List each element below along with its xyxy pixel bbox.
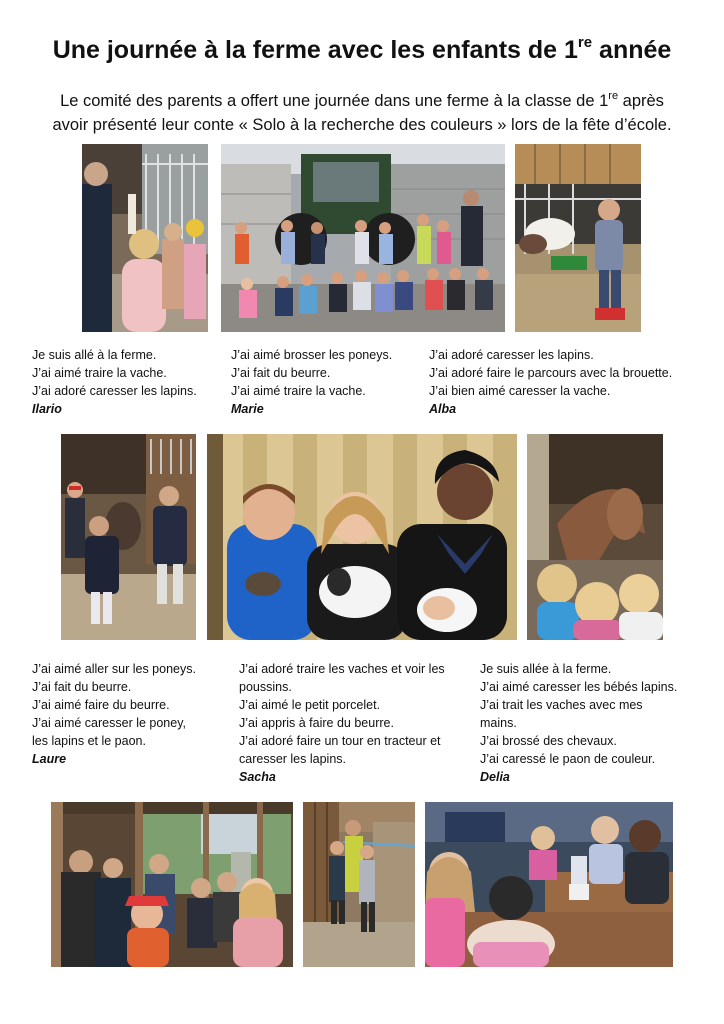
author-name: Alba <box>429 402 457 416</box>
photo-children-with-horse <box>527 434 663 640</box>
photo-children-with-pony <box>61 434 196 640</box>
testimonial-marie: J’ai aimé brosser les poneys. J’ai fait du beurre. J’ai aimé traire la vache. Marie <box>231 348 393 416</box>
page-title: Une journée à la ferme avec les enfants de 1re année <box>52 34 672 64</box>
testimonial-laure: J’ai aimé aller sur les poneys. J’ai fait du beurre. J’ai aimé faire du beurre. J’ai aimé caresser le poney, les lapins et le paon. Laure <box>32 662 196 766</box>
author-name: Marie <box>231 402 264 416</box>
testimonial-alba: J’ai adoré caresser les lapins. J’ai adoré faire le parcours avec la brouette. J’ai bien aimé caresser la vache. Alba <box>429 348 673 416</box>
testimonial-delia: Je suis allée à la ferme. J’ai aimé caresser les bébés lapins. J’ai trait les vaches avec mes mains. J’ai brossé des chevaux. J’ai caressé le paon de couleur. Delia <box>480 662 678 784</box>
photo-girls-with-goat <box>82 144 208 332</box>
photo-boy-with-cows <box>515 144 641 332</box>
intro-superscript: re <box>608 90 619 102</box>
title-superscript: re <box>577 34 593 51</box>
photo-tractor-ride <box>51 802 293 967</box>
photo-group-with-tractor <box>221 144 505 332</box>
testimonial-ilario: Je suis allé à la ferme. J’ai aimé traire la vache. J’ai adoré caresser les lapins. Ilario <box>32 348 197 416</box>
testimonial-sacha: J’ai adoré traire les vaches et voir les poussins. J’ai aimé le petit porcelet. J’ai appris à faire du beurre. J’ai adoré faire un tour en tracteur et caresser les lapins. Sacha <box>239 662 445 784</box>
author-name: Delia <box>480 770 510 784</box>
author-name: Laure <box>32 752 67 766</box>
photo-making-butter <box>425 802 673 967</box>
author-name: Ilario <box>32 402 62 416</box>
author-name: Sacha <box>239 770 276 784</box>
photo-children-with-rabbits <box>207 434 517 640</box>
intro-paragraph: Le comité des parents a offert une journée dans une ferme à la classe de 1re après avoir présenté leur conte « Solo à la recherche des couleurs » lors de la fête d’école. <box>52 90 672 134</box>
photo-children-in-barn <box>303 802 415 967</box>
